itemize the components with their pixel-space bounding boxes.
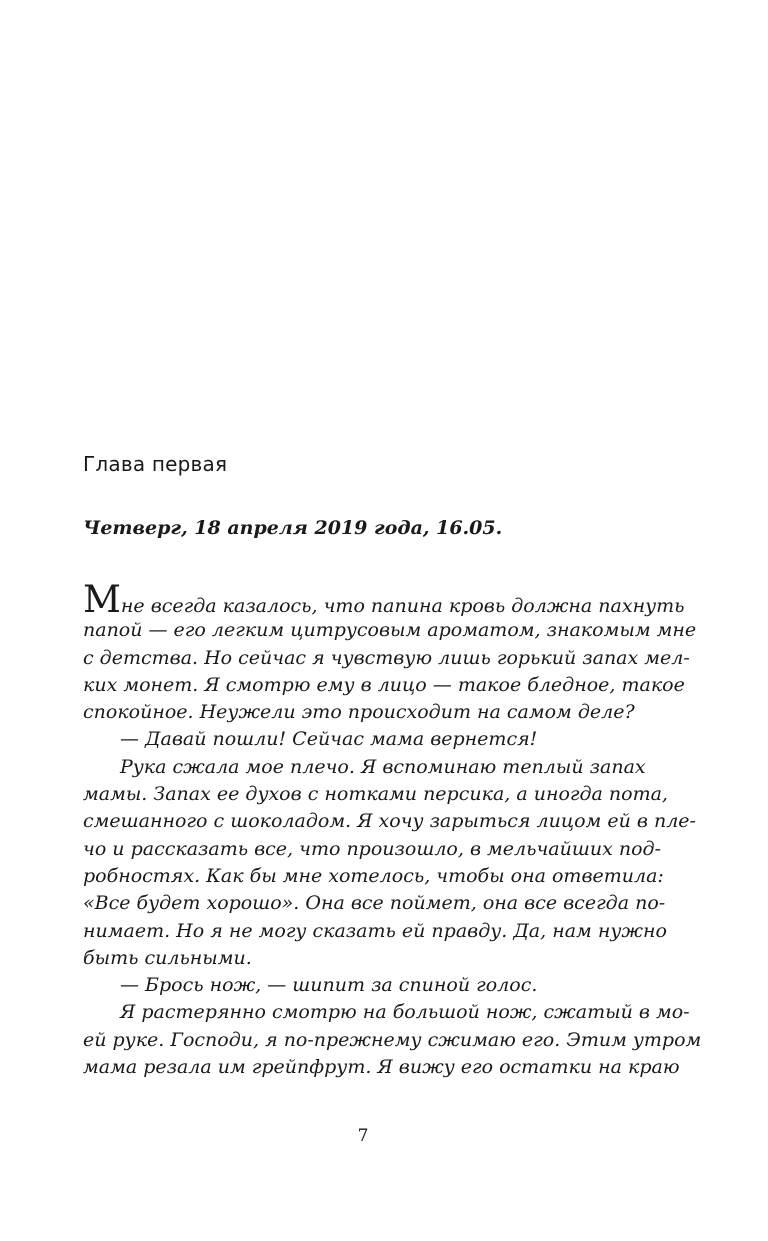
text-line: Рука сжала мое плечо. Я вспоминаю теплый запах — [120, 755, 646, 778]
body-text — [83, 578, 702, 1081]
text-line: «Все будет хорошо». Она все поймет, она все всегда по- — [83, 892, 666, 915]
text-line: Я растерянно смотрю на большой нож, сжатый в мо- — [120, 1001, 690, 1024]
text-line: чо и рассказать все, что произошло, в мельчайших под- — [83, 837, 661, 860]
text-line-content: не всегда казалось, что папина кровь должна пахнуть — [120, 595, 685, 617]
text-line: — Брось нож, — шипит за спиной голос. — [120, 974, 538, 997]
text-line: робностях. Как бы мне хотелось, чтобы она ответила: — [83, 864, 664, 887]
text-line: — Давай пошли! Сейчас мама вернется! — [120, 728, 538, 751]
text-line: с детства. Но сейчас я чувствую лишь горький запах мел- — [83, 646, 690, 669]
text-line — [83, 578, 685, 621]
text-line: нимает. Но я не могу сказать ей правду. Да, нам нужно — [83, 919, 667, 942]
dateline: Четверг, 18 апреля 2019 года, 16.05. — [83, 517, 503, 539]
text-line: смешанного с шоколадом. Я хочу зарыться лицом ей в пле- — [83, 810, 696, 833]
text-line: ких монет. Я смотрю ему в лицо — такое бледное, такое — [83, 673, 685, 696]
text-line: мама резала им грейпфрут. Я вижу его остатки на краю — [83, 1056, 680, 1079]
page-number: 7 — [357, 1126, 369, 1146]
chapter-title: Глава первая — [83, 452, 228, 476]
text-line: мамы. Запах ее духов с нотками персика, а иногда пота, — [83, 783, 668, 806]
text-line: папой — его легким цитрусовым ароматом, знакомым мне — [83, 619, 697, 642]
text-line: быть сильными. — [83, 946, 252, 969]
text-line: спокойное. Неужели это происходит на самом деле? — [83, 701, 635, 724]
drop-cap: М — [83, 578, 121, 621]
text-line: ей руке. Господи, я по-прежнему сжимаю его. Этим утром — [83, 1028, 702, 1051]
